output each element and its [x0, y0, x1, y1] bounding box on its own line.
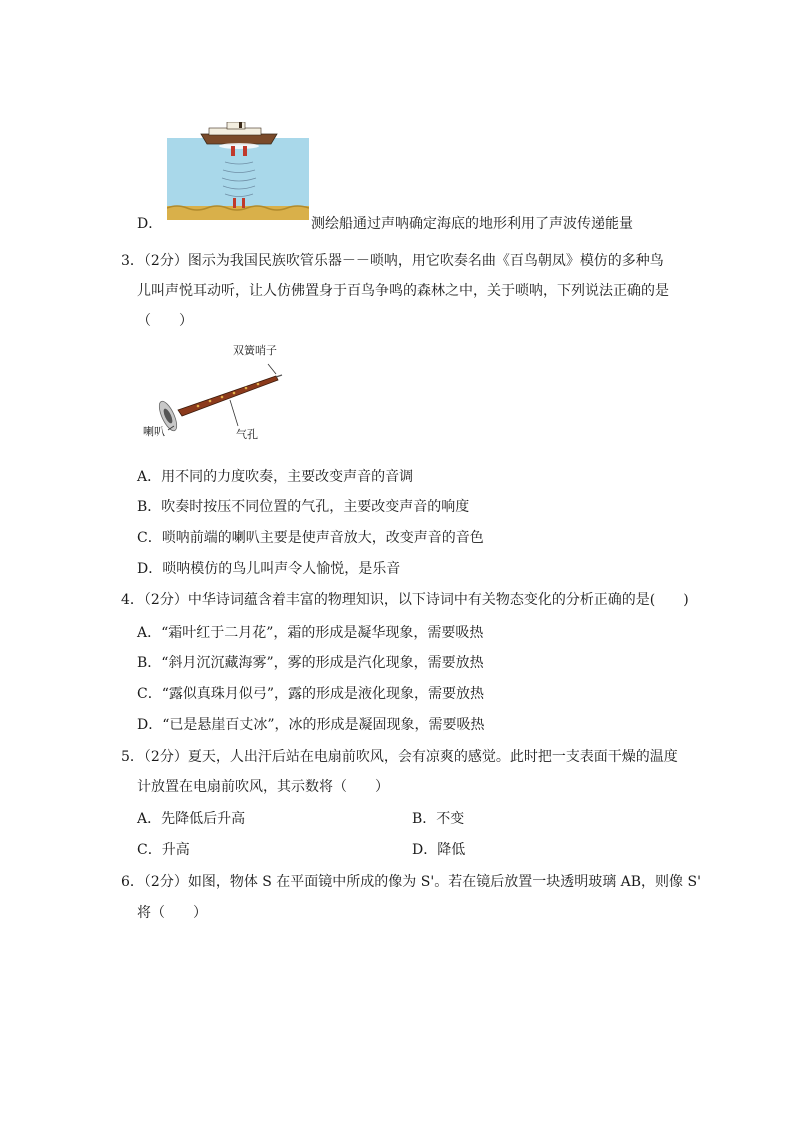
- q4-stem: 4．（2分）中华诗词蕴含着丰富的物理知识，以下诗词中有关物态变化的分析正确的是( ): [121, 592, 689, 608]
- suona-label-hole: 气孔: [236, 428, 258, 441]
- q6-stem-line1: 6．（2分）如图，物体 S 在平面镜中所成的像为 S'。若在镜后放置一块透明玻璃 AB，则像 S': [121, 874, 701, 890]
- q2-option-d-text: 测绘船通过声呐确定海底的地形利用了声波传递能量: [311, 216, 633, 232]
- q4-option-a: A．“霜叶红于二月花”，霜的形成是凝华现象，需要吸热: [137, 625, 484, 641]
- q5-stem-line2: 计放置在电扇前吹风，其示数将（ ）: [137, 779, 389, 795]
- q3-option-b: B．吹奏时按压不同位置的气孔，主要改变声音的响度: [137, 499, 470, 515]
- q4-option-d: D．“已是悬崖百丈冰”，冰的形成是凝固现象，需要吸热: [137, 717, 485, 733]
- q5-stem-line1: 5．（2分）夏天，人出汗后站在电扇前吹风，会有凉爽的感觉。此时把一支表面干燥的温度: [121, 749, 678, 765]
- suona-label-horn: 喇叭: [143, 425, 165, 438]
- q3-stem-line2: 儿叫声悦耳动听，让人仿佛置身于百鸟争鸣的森林之中，关于唢呐，下列说法正确的是: [137, 283, 669, 299]
- q5-option-b: B．不变: [412, 811, 465, 827]
- q4-option-b: B．“斜月沉沉藏海雾”，雾的形成是汽化现象，需要放热: [137, 655, 484, 671]
- sonar-ship-image: [167, 122, 309, 220]
- q3-stem-line1: 3．（2分）图示为我国民族吹管乐器－－唢呐，用它吹奏名曲《百鸟朝凤》模仿的多种鸟: [121, 253, 664, 269]
- sonar-ship-figure: [167, 122, 309, 220]
- q5-option-a: A．先降低后升高: [137, 811, 246, 827]
- q3-stem-line3: （ ）: [137, 313, 193, 329]
- q4-option-c: C．“露似真珠月似弓”，露的形成是液化现象，需要放热: [137, 686, 485, 702]
- q6-stem-line2: 将（ ）: [137, 905, 207, 921]
- q3-option-d: D．唢呐模仿的鸟儿叫声令人愉悦，是乐音: [137, 561, 401, 577]
- q2-option-d-letter: D．: [137, 216, 163, 232]
- q5-option-c: C．升高: [137, 842, 190, 858]
- q5-option-d: D．降低: [412, 842, 466, 858]
- q3-option-c: C．唢呐前端的喇叭主要是使声音放大，改变声音的音色: [137, 530, 484, 546]
- suona-label-reed: 双簧哨子: [233, 344, 277, 357]
- q3-option-a: A．用不同的力度吹奏，主要改变声音的音调: [137, 469, 414, 485]
